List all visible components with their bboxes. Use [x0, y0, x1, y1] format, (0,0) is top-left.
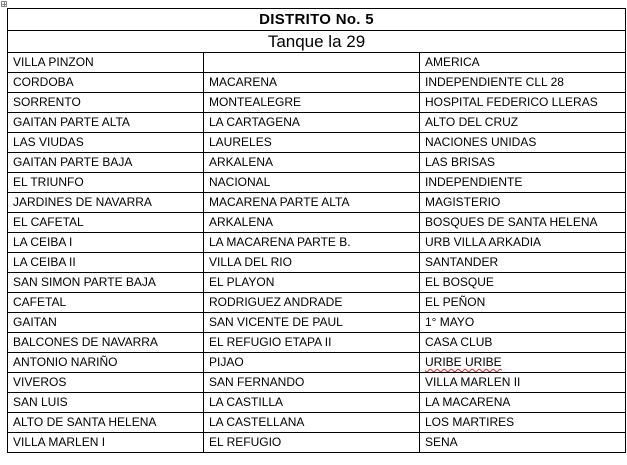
neighborhood-name: ALTO DE SANTA HELENA [13, 415, 157, 429]
table-row [8, 393, 626, 413]
neighborhood-name: EL PEÑON [425, 295, 486, 309]
table-row [8, 373, 626, 393]
neighborhood-cell[interactable] [204, 393, 420, 413]
neighborhood-name: ALTO DEL CRUZ [425, 115, 519, 129]
neighborhood-name: ARKALENA [209, 155, 274, 169]
neighborhood-name: LA CASTILLA [209, 395, 284, 409]
neighborhood-cell[interactable] [204, 173, 420, 193]
neighborhood-name: URB VILLA ARKADIA [425, 235, 542, 249]
neighborhood-cell[interactable] [8, 393, 204, 413]
neighborhood-cell[interactable] [8, 53, 204, 73]
neighborhood-name: GAITAN [13, 315, 57, 329]
neighborhood-name: SENA [425, 435, 458, 449]
neighborhood-cell[interactable] [420, 53, 626, 73]
neighborhood-cell[interactable] [8, 73, 204, 93]
table-row [8, 353, 626, 373]
neighborhood-cell[interactable] [420, 73, 626, 93]
neighborhood-name: PIJAO [209, 355, 244, 369]
neighborhood-cell[interactable] [204, 413, 420, 433]
neighborhood-cell[interactable] [420, 293, 626, 313]
neighborhood-cell[interactable] [204, 133, 420, 153]
neighborhood-cell[interactable] [204, 53, 420, 73]
neighborhood-name: BALCONES DE NAVARRA [13, 335, 158, 349]
neighborhood-name: LOS MARTIRES [425, 415, 515, 429]
neighborhood-cell[interactable] [8, 133, 204, 153]
neighborhood-name: SAN LUIS [13, 395, 68, 409]
neighborhood-name: SAN VICENTE DE PAUL [209, 315, 343, 329]
neighborhood-cell[interactable] [420, 153, 626, 173]
neighborhood-cell[interactable] [204, 113, 420, 133]
neighborhood-name: LAS BRISAS [425, 155, 496, 169]
table-row [8, 193, 626, 213]
neighborhood-name: SAN FERNANDO [209, 375, 305, 389]
neighborhood-cell[interactable] [420, 213, 626, 233]
neighborhood-cell[interactable] [420, 193, 626, 213]
neighborhood-cell[interactable] [420, 233, 626, 253]
neighborhood-cell[interactable] [420, 133, 626, 153]
neighborhood-name: JARDINES DE NAVARRA [13, 195, 152, 209]
neighborhood-name: BOSQUES DE SANTA HELENA [425, 215, 598, 229]
neighborhood-cell[interactable] [204, 333, 420, 353]
neighborhood-cell[interactable] [204, 213, 420, 233]
neighborhood-name: EL CAFETAL [13, 215, 84, 229]
neighborhood-cell[interactable] [8, 173, 204, 193]
neighborhood-name: VILLA MARLEN I [13, 435, 106, 449]
neighborhood-cell[interactable] [204, 433, 420, 453]
neighborhood-cell[interactable] [204, 233, 420, 253]
neighborhood-cell[interactable] [204, 73, 420, 93]
neighborhood-cell[interactable] [420, 253, 626, 273]
neighborhood-name: SANTANDER [425, 255, 499, 269]
neighborhood-name: EL REFUGIO [209, 435, 282, 449]
neighborhood-cell[interactable] [204, 373, 420, 393]
neighborhood-name: LAS VIUDAS [13, 135, 84, 149]
neighborhood-name: ANTONIO NARIÑO [13, 355, 118, 369]
table-move-handle-icon[interactable] [1, 1, 7, 7]
neighborhood-name: CORDOBA [13, 75, 74, 89]
neighborhood-name: LAURELES [209, 135, 272, 149]
neighborhood-name: INDEPENDIENTE [425, 175, 523, 189]
neighborhood-name: VILLA PINZON [13, 55, 94, 69]
neighborhood-name: 1° MAYO [425, 315, 475, 329]
neighborhood-cell[interactable] [204, 353, 420, 373]
neighborhood-name: CASA CLUB [425, 335, 493, 349]
neighborhood-cell[interactable] [8, 113, 204, 133]
neighborhood-name: VILLA DEL RIO [209, 255, 292, 269]
table-row [8, 73, 626, 93]
title-row [8, 9, 626, 31]
neighborhood-name: MONTEALEGRE [209, 95, 302, 109]
neighborhood-name: EL PLAYON [209, 275, 275, 289]
neighborhood-cell[interactable] [420, 373, 626, 393]
neighborhood-name: LA CEIBA II [13, 255, 76, 269]
neighborhood-name: LA MACARENA [425, 395, 511, 409]
neighborhood-name: HOSPITAL FEDERICO LLERAS [425, 95, 598, 109]
neighborhood-cell[interactable] [420, 413, 626, 433]
neighborhood-cell[interactable] [420, 433, 626, 453]
table-row [8, 313, 626, 333]
table-row [8, 233, 626, 253]
neighborhood-cell[interactable] [8, 93, 204, 113]
neighborhood-cell[interactable] [204, 193, 420, 213]
neighborhood-cell[interactable] [204, 253, 420, 273]
neighborhood-cell[interactable] [8, 333, 204, 353]
neighborhood-cell[interactable] [8, 413, 204, 433]
neighborhood-cell[interactable] [420, 353, 626, 373]
neighborhood-cell[interactable] [8, 253, 204, 273]
neighborhood-name: AMERICA [425, 55, 480, 69]
neighborhood-cell[interactable] [204, 313, 420, 333]
table-row [8, 433, 626, 453]
neighborhood-cell[interactable] [420, 113, 626, 133]
neighborhood-name: URIBE URIBE [425, 355, 502, 369]
subtitle-row [8, 31, 626, 53]
neighborhood-name: LA CASTELLANA [209, 415, 305, 429]
table-row [8, 293, 626, 313]
neighborhood-cell[interactable] [8, 433, 204, 453]
neighborhood-cell[interactable] [8, 273, 204, 293]
neighborhood-cell[interactable] [8, 313, 204, 333]
neighborhood-cell[interactable] [8, 353, 204, 373]
table-row [8, 153, 626, 173]
neighborhood-cell[interactable] [204, 93, 420, 113]
neighborhood-cell[interactable] [204, 273, 420, 293]
neighborhood-cell[interactable] [204, 293, 420, 313]
table-row [8, 133, 626, 153]
table-row [8, 273, 626, 293]
neighborhood-name: SAN SIMON PARTE BAJA [13, 275, 156, 289]
neighborhood-name: INDEPENDIENTE CLL 28 [425, 75, 564, 89]
table-row [8, 253, 626, 273]
neighborhood-cell[interactable] [204, 153, 420, 173]
neighborhood-name: CAFETAL [13, 295, 67, 309]
neighborhood-name: SORRENTO [13, 95, 81, 109]
neighborhood-name: ARKALENA [209, 215, 274, 229]
neighborhood-name: NACIONAL [209, 175, 271, 189]
neighborhood-cell[interactable] [8, 233, 204, 253]
neighborhood-cell[interactable] [8, 193, 204, 213]
neighborhood-name: EL BOSQUE [425, 275, 494, 289]
neighborhood-name: EL REFUGIO ETAPA II [209, 335, 332, 349]
table-row [8, 53, 626, 73]
neighborhood-name: MACARENA [209, 75, 278, 89]
tank-subtitle: Tanque la 29 [8, 31, 626, 53]
neighborhood-name: MAGISTERIO [425, 195, 501, 209]
neighborhood-cell[interactable] [8, 293, 204, 313]
neighborhood-name: EL TRIUNFO [13, 175, 84, 189]
neighborhood-name: GAITAN PARTE ALTA [13, 115, 130, 129]
table-row [8, 213, 626, 233]
neighborhood-name: GAITAN PARTE BAJA [13, 155, 133, 169]
table-row [8, 113, 626, 133]
neighborhood-cell[interactable] [8, 153, 204, 173]
neighborhood-name: VILLA MARLEN II [425, 375, 521, 389]
neighborhood-name: LA MACARENA PARTE B. [209, 235, 351, 249]
neighborhood-cell[interactable] [8, 373, 204, 393]
neighborhood-cell[interactable] [8, 213, 204, 233]
neighborhood-name: VIVEROS [13, 375, 67, 389]
neighborhood-name: LA CEIBA I [13, 235, 73, 249]
table-row [8, 93, 626, 113]
neighborhood-name: MACARENA PARTE ALTA [209, 195, 350, 209]
district-title: DISTRITO No. 5 [8, 9, 626, 31]
neighborhood-cell[interactable] [420, 273, 626, 293]
neighborhood-cell[interactable] [420, 313, 626, 333]
district-table [7, 8, 626, 453]
neighborhood-name: NACIONES UNIDAS [425, 135, 537, 149]
neighborhood-cell[interactable] [420, 93, 626, 113]
neighborhood-name: LA CARTAGENA [209, 115, 300, 129]
neighborhood-cell[interactable] [420, 173, 626, 193]
table-row [8, 333, 626, 353]
table-row [8, 173, 626, 193]
neighborhood-cell[interactable] [420, 393, 626, 413]
neighborhood-cell[interactable] [420, 333, 626, 353]
table-row [8, 413, 626, 433]
neighborhood-name: RODRIGUEZ ANDRADE [209, 295, 343, 309]
